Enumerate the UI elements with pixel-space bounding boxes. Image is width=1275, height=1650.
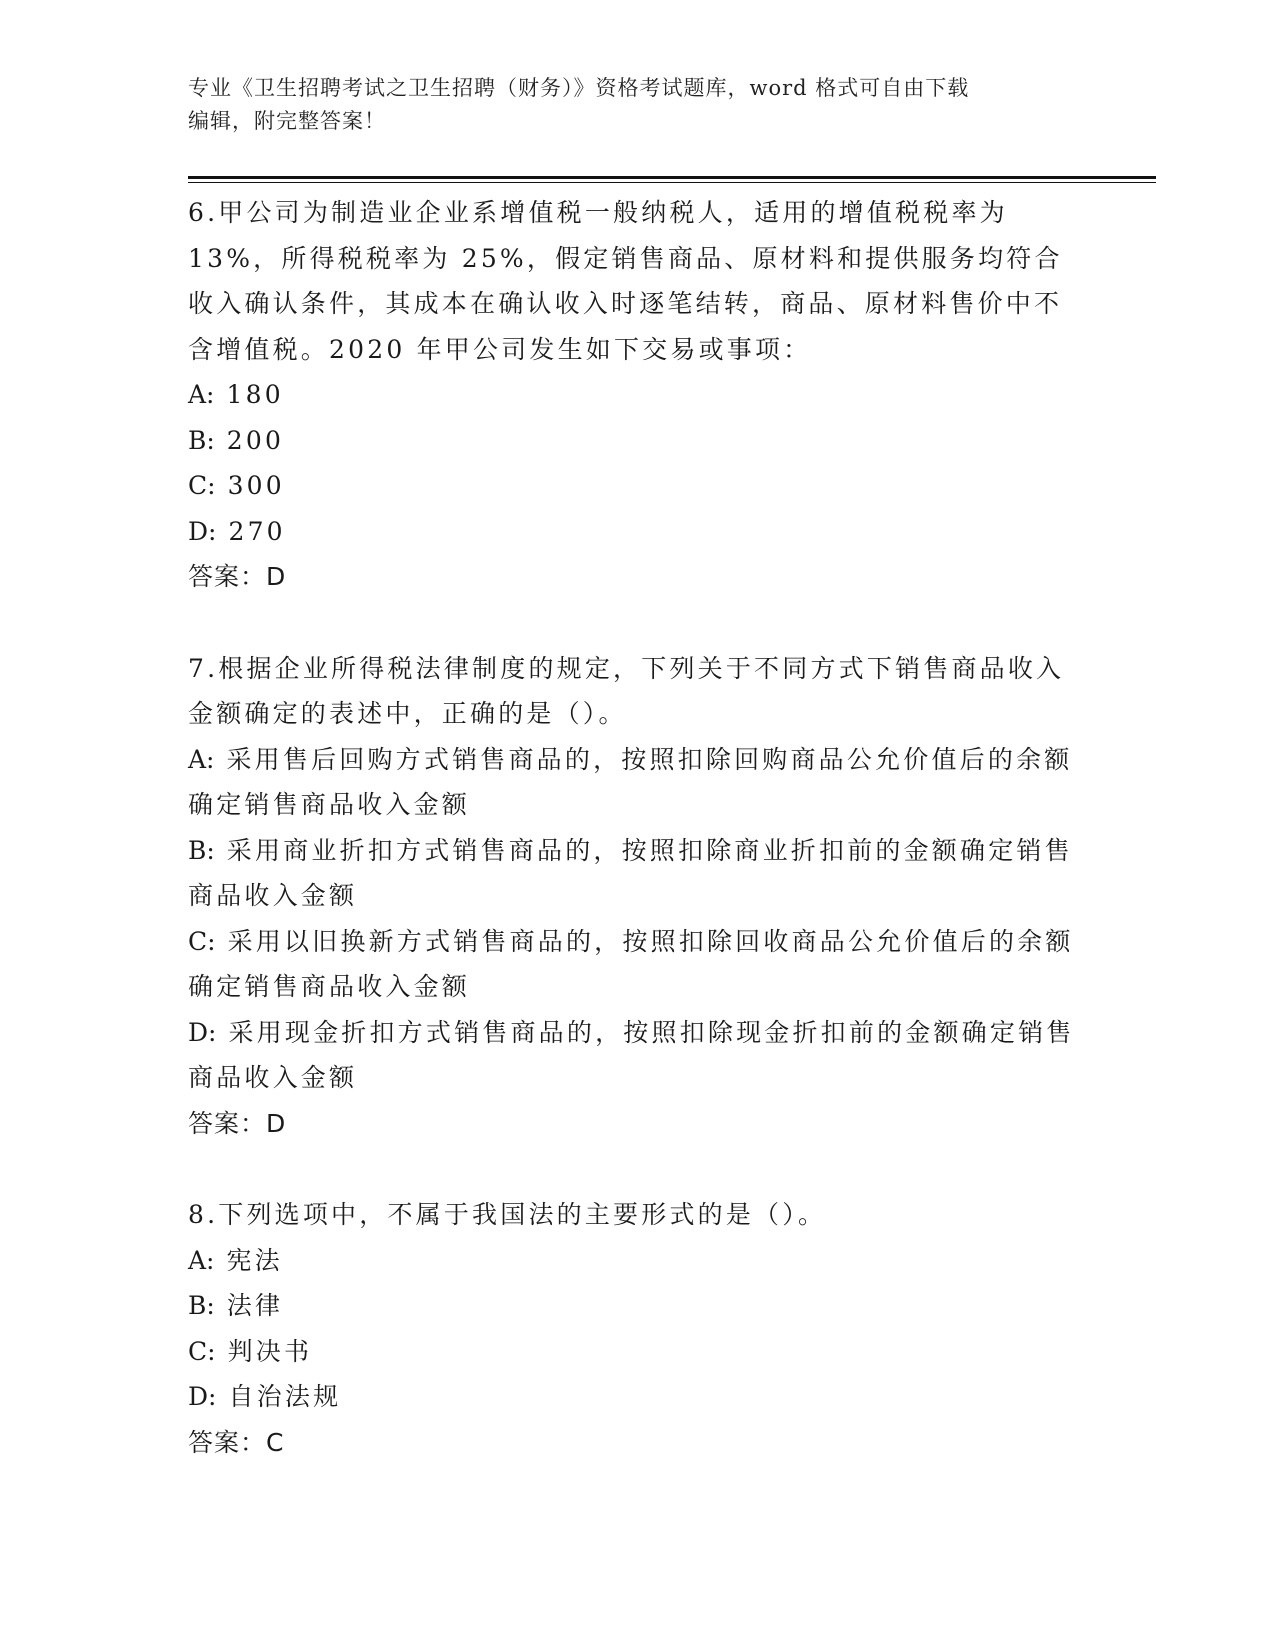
option-d [188, 1374, 1088, 1420]
option-label: B: [188, 835, 215, 865]
option-text: 200 [226, 425, 285, 455]
question-block-6 [188, 190, 1088, 600]
question-block-8 [188, 1192, 1088, 1465]
option-d [188, 509, 1088, 555]
option-text: 法律 [226, 1291, 284, 1320]
option-label: A: [188, 744, 215, 774]
option-label: D: [188, 516, 217, 546]
document-header [188, 72, 1068, 138]
option-a [188, 1238, 1088, 1284]
question-list [188, 190, 1088, 1511]
option-text: 采用售后回购方式销售商品的，按照扣除回购商品公允价值后的余额确定销售商品收入金额 [188, 744, 1073, 819]
question-block-7 [188, 646, 1088, 1147]
question-text: 6.甲公司为制造业企业系增值税一般纳税人，适用的增值税税率为 13%，所得税税率为 25%，假定销售商品、原材料和提供服务均符合收入确认条件，其成本在确认收入时逐笔结转，商品、原材料售价中不含增值税。2020 年甲公司发生如下交易或事项： [188, 198, 1063, 364]
option-a [188, 737, 1088, 828]
option-label: C: [188, 926, 216, 956]
option-b [188, 418, 1088, 464]
question-text: 7.根据企业所得税法律制度的规定，下列关于不同方式下销售商品收入金额确定的表述中，正确的是（）。 [188, 653, 1065, 728]
option-text: 300 [227, 471, 285, 500]
option-text: 270 [228, 516, 286, 546]
option-text: 宪法 [226, 1245, 283, 1275]
option-label: A: [188, 1245, 215, 1275]
option-c [188, 463, 1088, 509]
answer-line: 答案：C [188, 1427, 285, 1457]
answer-line: 答案：D [188, 562, 287, 591]
option-text: 判决书 [227, 1336, 313, 1366]
option-label: D: [188, 1017, 217, 1047]
option-text: 180 [226, 380, 284, 409]
option-a [188, 372, 1088, 418]
option-c [188, 1329, 1088, 1375]
option-text: 自治法规 [228, 1382, 342, 1411]
option-text: 采用现金折扣方式销售商品的，按照扣除现金折扣前的金额确定销售商品收入金额 [188, 1017, 1075, 1092]
option-label: B: [188, 1291, 215, 1320]
option-b [188, 1283, 1088, 1329]
option-label: D: [188, 1382, 217, 1411]
question-text: 8.下列选项中，不属于我国法的主要形式的是（）。 [188, 1200, 827, 1229]
answer-line: 答案：D [188, 1108, 287, 1138]
option-text: 采用商业折扣方式销售商品的，按照扣除商业折扣前的金额确定销售商品收入金额 [188, 835, 1073, 910]
option-label: B: [188, 425, 215, 455]
option-label: C: [188, 1336, 216, 1366]
option-label: A: [188, 380, 215, 409]
option-c [188, 919, 1088, 1010]
option-b [188, 828, 1088, 919]
header-divider-thin [188, 182, 1156, 183]
option-d [188, 1010, 1088, 1101]
option-text: 采用以旧换新方式销售商品的，按照扣除回收商品公允价值后的余额确定销售商品收入金额 [188, 926, 1074, 1001]
option-label: C: [188, 471, 216, 500]
header-divider-thick [188, 176, 1156, 179]
header-line-2: 编辑，附完整答案！ [188, 109, 386, 133]
header-line-1: 专业《卫生招聘考试之卫生招聘（财务）》资格考试题库，word 格式可自由下载 [188, 76, 970, 100]
